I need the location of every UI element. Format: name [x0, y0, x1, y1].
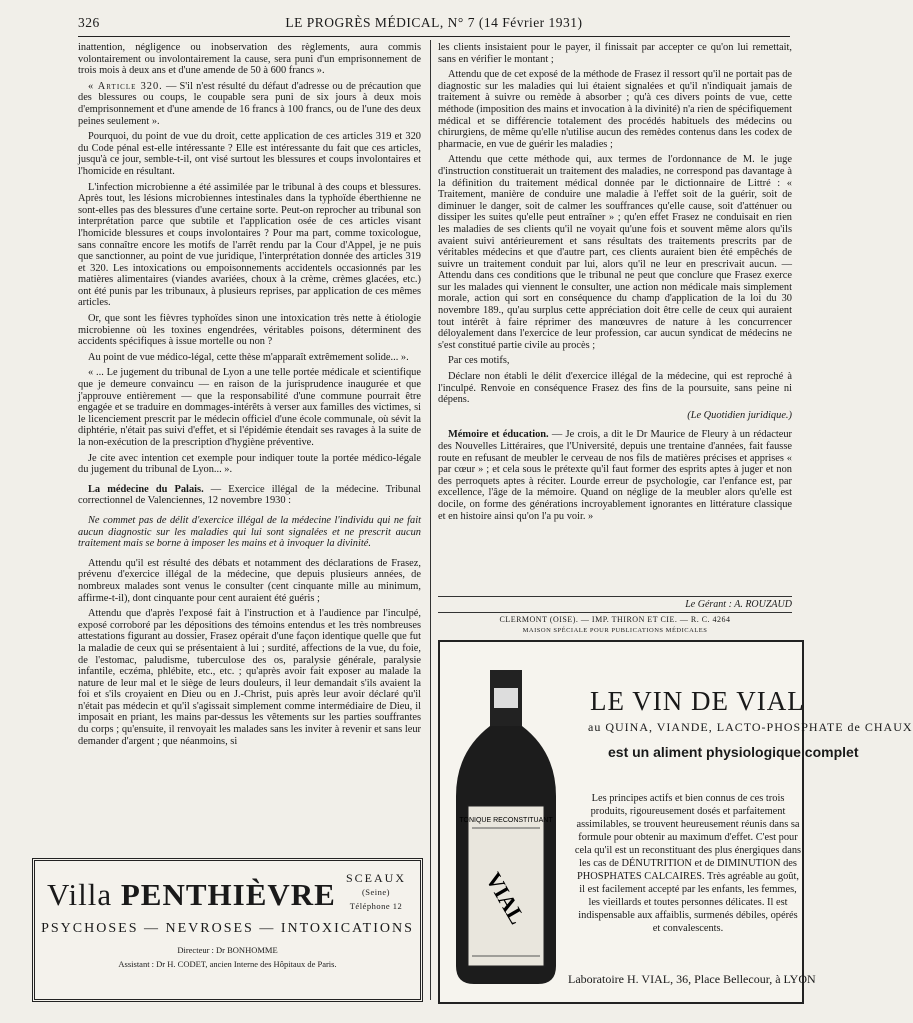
villa-penthievre: PENTHIÈVRE	[120, 877, 336, 912]
villa-specialties: PSYCHOSES — NEVROSES — INTOXICATIONS	[41, 921, 414, 936]
section-heading: La médecine du Palais.	[88, 483, 204, 495]
column-divider	[430, 40, 431, 1000]
villa-dept: (Seine)	[361, 887, 391, 897]
paragraph: Attendu qu'il est résulté des débats et notamment des déclarations de Frasez, prévenu d'exercice illégal de la médecine, que depuis plusieurs années, de nombreux malades sont venus le consulter (cent cinquante mille au minimum, affirme-t-il), dont cinquante pour cent auraient été guéris ;	[78, 557, 421, 604]
vial-laboratory: Laboratoire H. VIAL, 36, Place Bellecour, à LYON	[568, 972, 816, 986]
header-rule	[78, 36, 790, 37]
bottle-vial-text: VIAL	[480, 868, 531, 929]
right-column	[438, 42, 792, 526]
paragraph: Attendu que de cet exposé de la méthode de Frasez il ressort qu'il ne portait pas de diagnostic sur les maladies qui lui étaient signalées et qu'il n'indiquait jamais de traitement à suivre ou remède à absorber ; qu'à ces divers points de vue, cette méthode (imposition des mains et invocation à la divinité) n'a rien de spécifiquement médical et se différencie totalement des procédés habituels des médecins ou chirurgiens, de même qu'elle n'utilise aucun des remèdes contenus dans les codex de pharmacie, en vue de guérir les maladies ;	[438, 69, 792, 150]
vial-title: LE VIN DE VIAL	[590, 686, 805, 716]
running-header	[78, 12, 790, 32]
imprint-printer: CLERMONT (OISE). — IMP. THIRON ET CIE. — R. C. 4264	[499, 615, 731, 624]
page-number: 326	[78, 15, 100, 30]
section-memoire	[438, 429, 792, 522]
villa-phone: Téléphone 12	[349, 901, 403, 911]
source-citation: (Le Quotidien juridique.)	[687, 409, 792, 421]
gerant-line	[438, 596, 792, 613]
villa-penthievre-ad	[32, 858, 423, 1002]
villa-town: SCEAUX	[345, 871, 406, 885]
paragraph: Attendu que cette méthode qui, aux termes de l'ordonnance de M. le juge d'instruction constituerait un traitement des maladies, ne correspond pas davantage à la définition du traitement médical donnée par le dictionnaire de Littré : « Traitement, manière de conduire une maladie à l'effet soit de la guérir, soit de diminuer le danger, soit de calmer les souffrances qu'elle cause, soit d'atténuer ou dissiper les suites qu'elle peut entraîner » ; qu'en effet Frasez ne conduisait en rien les maladies de ses clients qu'il ne voyait qu'une fois et souvent même alors qu'ils avaient suivi antérieurement et sans résultats des traitements prescrits par de véritables médecins et que d'autre part, ces clients auraient bien été empêchés de suivre un traitement conduit par lui, alors qu'il ne leur en prescrivait aucun. — Attendu dans ces conditions que le tribunal ne peut que conclure que Frasez exerce sur les malades qui viennent le consulter, une action non médicale mais simplement morale, action qui sort en conséquence du champ d'application de la loi du 30 novembre 189., qu'au surplus cette appréciation doit être celle de ceux qui auraient tout intérêt à faire réprimer des manœuvres de nature à les concurrencer déloyalement dans l'exercice de leur profession, car aucun syndicat de médecins ne s'est constitué partie civile au procès ;	[438, 154, 792, 351]
left-column	[78, 42, 421, 751]
paragraph: inattention, négligence ou inobservation des règlements, aura commis volontairement ou involontairement la cause, sera puni d'un emprisonnement de trois mois à deux ans et d'une amende de 50 à 600 francs ».	[78, 42, 421, 77]
gerant: Le Gérant : A. ROUZAUD	[685, 599, 792, 610]
imprint	[438, 614, 792, 636]
article-320	[78, 81, 421, 127]
paragraph: — Exercice illégal de la médecine. Tribunal correctionnel de Valenciennes, 12 novembre 1930 :	[78, 483, 421, 507]
wine-bottle-illustration	[450, 666, 562, 990]
section-heading: Mémoire et éducation.	[448, 429, 549, 441]
paragraph: Par ces motifs,	[448, 355, 510, 367]
vial-tagline: est un aliment physiologique complet	[608, 744, 859, 760]
article-label: « Article 320.	[88, 80, 163, 92]
villa-location	[346, 871, 406, 913]
paragraph: Or, que sont les fièvres typhoïdes sinon une intoxication très nette à étiologie microbienne où les toxines engendrées, véritables poisons, déterminent des accidents spécifiques à issue mortelle ou non ?	[78, 313, 421, 348]
vial-description: Les principes actifs et bien connus de ces trois produits, rigoureusement dosés et parfaitement assimilables, se trouvent heureusement réunis dans sa formule pour obtenir au maximum d'effet. C'est pour cela qu'il est un reconstituant des plus énergiques dans les cas de DÉNUTRITION et de DIMINUTION des PHOSPHATES CALCAIRES. Très agréable au goût, il est facilement accepté par les enfants, les femmes, les vieillards et toutes personnes délicates. Il est indispensable aux affaiblis, surmenés débiles, opérés et convalescents.	[574, 793, 802, 934]
journal-title: LE PROGRÈS MÉDICAL, N° 7 (14 Février 1931)	[285, 15, 583, 30]
paragraph: Pourquoi, du point de vue du droit, cette application de ces articles 319 et 320 du Code pénal est-elle intéressante ? Elle est intéressante du fait que ces articles, jusqu'à ce jour, semble-t-il, ont visé surtout les blessures et coups involontaires et l'homicide en résultant.	[78, 131, 421, 177]
paragraph: Je cite avec intention cet exemple pour indiquer toute la portée médico-légale du jugement du tribunal de Lyon... ».	[78, 452, 421, 476]
vial-subtitle: au QUINA, VIANDE, LACTO-PHOSPHATE de CHAUX	[588, 720, 913, 734]
neck-label	[494, 688, 518, 708]
summary-quote: Ne commet pas de délit d'exercice illégal de la médecine l'individu qui ne fait aucun diagnostic sur les maladies qui lui sont signalées et ne prescrit aucun traitement mais se borne à imposer les mains et à invoquer la divinité.	[78, 514, 421, 550]
paragraph: — S'il n'est résulté du défaut d'adresse ou de précaution que des blessures ou coups, le coupable sera puni de six jours à deux mois d'emprisonnement et d'une amende de 16 francs à 100 francs, ou de l'une des deux peines seulement ».	[78, 80, 421, 127]
bottle-label-text: TONIQUE RECONSTITUANT	[459, 817, 553, 824]
paragraph: Déclare non établi le délit d'exercice illégal de la médecine, qui est reproché à l'inculpé. Renvoie en conséquence Frasez des fins de la poursuite, sans peine ni dépens.	[438, 371, 792, 406]
section-medecine-du-palais	[78, 484, 421, 507]
imprint-house: MAISON SPÉCIALE POUR PUBLICATIONS MÉDICALES	[522, 627, 708, 634]
paragraph: L'infection microbienne a été assimilée par le tribunal à des coups et blessures. Après tout, les lésions microbiennes intestinales dans la typhoïde éberthienne ne sont-elles pas des blessures d'une certaine sorte. Peut-on reprocher au tribunal son interprétation parce que subtile et l'application osée de ces articles visant l'homicide blessures et coups involontaires ? Pour ma part, comme toxicologue, sans connaître encore les motifs de l'arrêt rendu par la Cour d'Appel, je ne puis que sanctionner, au point de vue juridique, l'interprétation donnée des articles 319 et 320. Les intoxications ou empoisonnements accidentels occasionnés par les matières alimentaires (viandes avariées, choux à la crème, crèmes glacées, etc.) ont été punis par les tribunaux, à plusieurs reprises, par application de ces mêmes articles.	[78, 181, 421, 309]
vin-de-vial-ad	[438, 640, 913, 1004]
paragraph: « ... Le jugement du tribunal de Lyon a une telle portée médicale et scientifique que je demeure convaincu — en raison de la jurisprudence inaugurée et que j'approuve entièrement — que la responsabilité d'une commune pourrait être engagée et se traduire en dommages-intérêts à verser aux familles des victimes, si le licenciement prescrit par le médecin officiel d'une école communale, où sévit la diphtérie, n'était pas suivi d'effet, et si l'épidémie étendait ses ravages à la suite de la non-exécution de la prescription d'hygiène préventive.	[78, 367, 421, 448]
paragraph: Attendu que d'après l'exposé fait à l'instruction et à l'audience par l'inculpé, exposé corroboré par les dépositions des témoins entendus et les très nombreuses attestations figurant au dossier, Frasez opérait d'une façon identique quelle que fut la maladie de ceux qui se présentaient à lui ; surdité, affections de la vue, du foie, de l'estomac, paludisme, tuberculose des os, paralysie générale, paralysie infantile, eczéma, phlébite, etc., etc. ; qu'après avoir fait exposer au malade la nature de leur mal et le siège de leurs douleurs, il leur demandait s'ils avaient la foi et s'ils croyaient en Dieu ou en J.-Christ, puis après leur avoir déclaré qu'il n'était pas médecin et qu'il s'agissait simplement comme intermédiaire de Dieu, il imposait en priant, les mains par-dessus les vêtements sur les parties souffrantes du corps ; qu'ensuite, il renvoyait les malades sans les inviter à revenir et sans leur demander d'argent ; que néanmoins, si	[78, 608, 421, 747]
villa-assistant: Assistant : Dr H. CODET, ancien Interne des Hôpitaux de Paris.	[118, 959, 337, 969]
villa-word: Villa	[47, 877, 121, 912]
paragraph: Au point de vue médico-légal, cette thèse m'apparaît extrêmement solide... ».	[88, 351, 409, 363]
paragraph: — Je crois, a dit le Dr Maurice de Fleury à un rédacteur des Nouvelles Littéraires, que l'Université, depuis une trentaine d'années, fait fausse route en refusant de meubler le cerveau de nos fils de matières précises et apprises « par cœur » ; et cela sous le prétexte qu'il faut former des esprits aptes à juger et non des perroquets aptes à réciter. Lourde erreur de psychologie, car l'enfance est, par excellence, l'âge de la mémoire. Quand on néglige de la meubler alors qu'elle est docile, on forme des générations incroyablement ignorantes en littérature classique et en histoire ainsi qu'on l'a pu voir. »	[438, 429, 792, 522]
villa-director: Directeur : Dr BONHOMME	[177, 945, 278, 955]
villa-name	[47, 877, 336, 913]
paragraph: les clients insistaient pour le payer, il finissait par accepter ce qu'on lui remettait, sans en vérifier le montant ;	[438, 42, 792, 65]
